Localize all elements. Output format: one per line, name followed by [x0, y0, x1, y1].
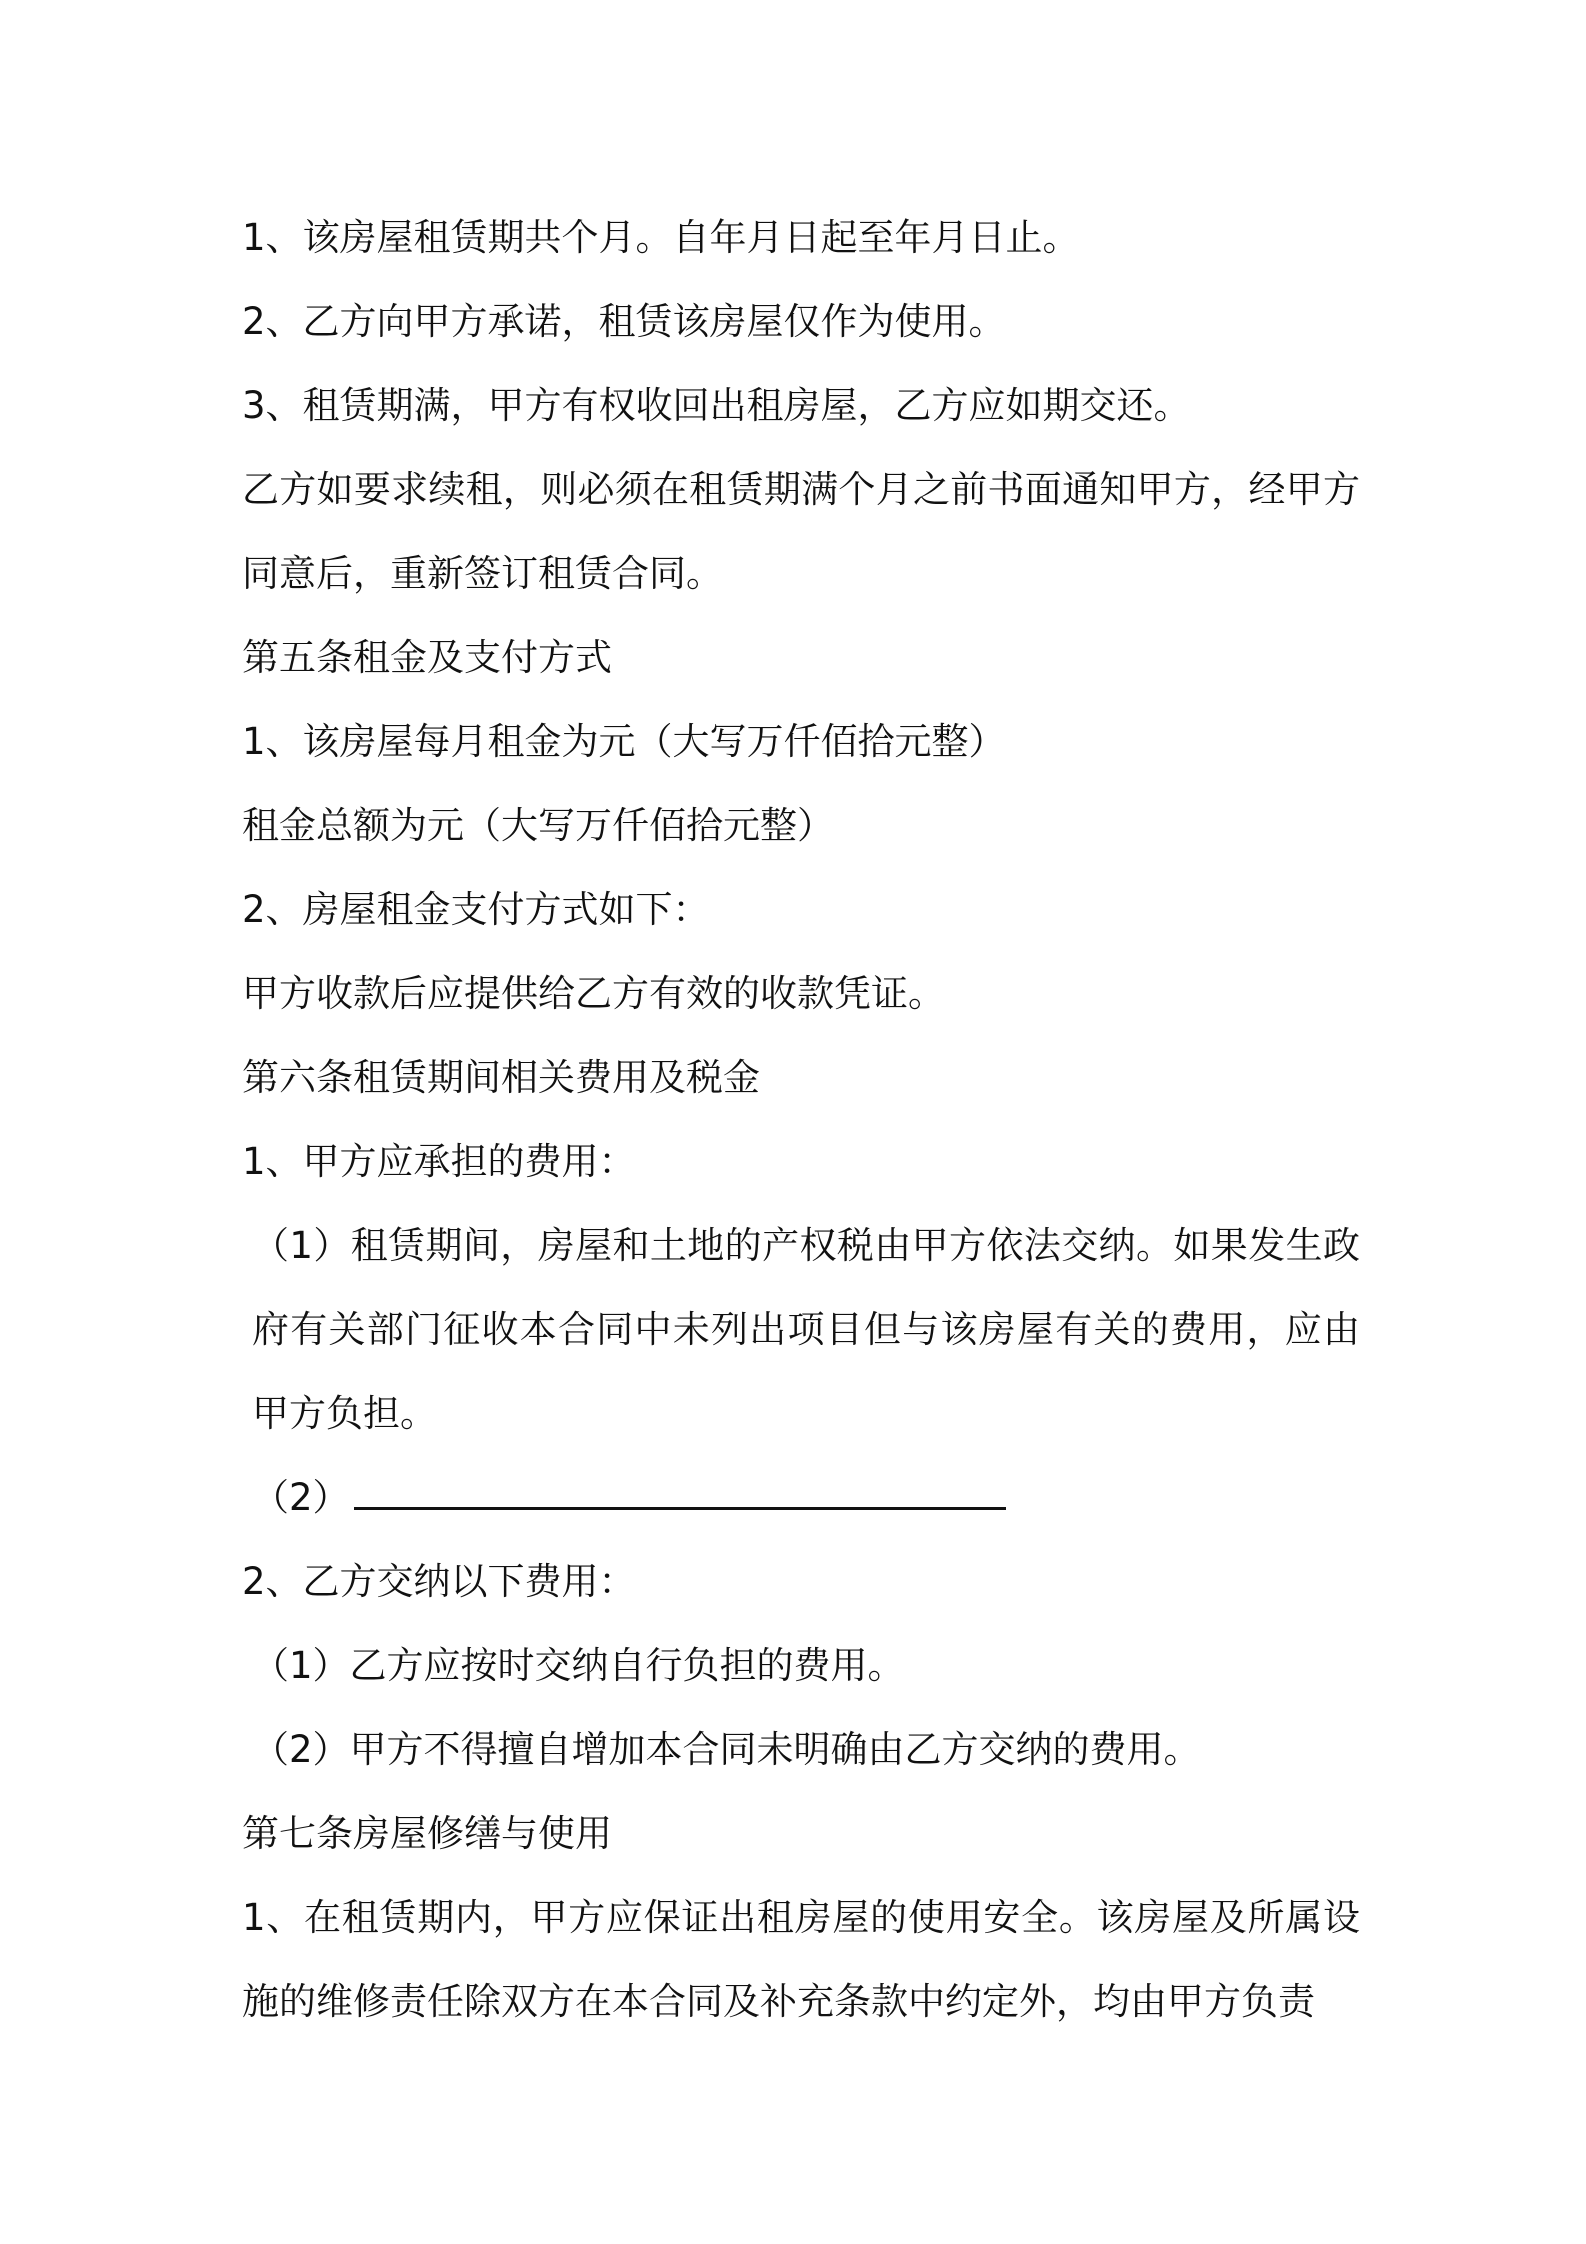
party-b-fee-item-1: （1）乙方应按时交纳自行负担的费用。 — [252, 1644, 905, 1687]
receipt-clause: 甲方收款后应提供给乙方有效的收款凭证。 — [242, 972, 945, 1015]
party-b-fees-heading: 2、乙方交纳以下费用： — [242, 1560, 636, 1603]
lease-expiry-clause: 3、租赁期满，甲方有权收回出租房屋，乙方应如期交还。 — [242, 384, 1191, 427]
article-five-heading: 第五条租金及支付方式 — [242, 636, 612, 679]
renewal-clause: 乙方如要求续租，则必须在租赁期满个月之前书面通知甲方，经甲方同意后，重新签订租赁合同。 — [242, 468, 1360, 595]
party-a-fee-item-2-label: （2） — [252, 1476, 350, 1519]
payment-method-clause: 2、房屋租金支付方式如下： — [242, 888, 710, 931]
monthly-rent-clause: 1、该房屋每月租金为元（大写万仟佰拾元整） — [242, 720, 1006, 763]
repair-responsibility-clause: 1、在租赁期内，甲方应保证出租房屋的使用安全。该房屋及所属设施的维修责任除双方在本合同及补充条款中约定外，均由甲方负责 — [242, 1896, 1360, 2023]
lease-term-clause: 1、该房屋租赁期共个月。自年月日起至年月日止。 — [242, 216, 1080, 259]
total-rent-clause: 租金总额为元（大写万仟佰拾元整） — [242, 804, 834, 847]
usage-promise-clause: 2、乙方向甲方承诺，租赁该房屋仅作为使用。 — [242, 300, 1006, 343]
document-body — [242, 196, 1360, 2044]
article-seven-heading: 第七条房屋修缮与使用 — [242, 1812, 612, 1855]
party-b-fee-item-2: （2）甲方不得擅自增加本合同未明确由乙方交纳的费用。 — [252, 1728, 1201, 1771]
fill-in-blank-line — [354, 1507, 1006, 1510]
party-a-fee-item-2 — [242, 1456, 1360, 1540]
party-a-fees-heading: 1、甲方应承担的费用： — [242, 1140, 636, 1183]
party-a-fee-item-1: （1）租赁期间，房屋和土地的产权税由甲方依法交纳。如果发生政府有关部门征收本合同中未列出项目但与该房屋有关的费用，应由甲方负担。 — [252, 1224, 1360, 1435]
article-six-heading: 第六条租赁期间相关费用及税金 — [242, 1056, 760, 1099]
